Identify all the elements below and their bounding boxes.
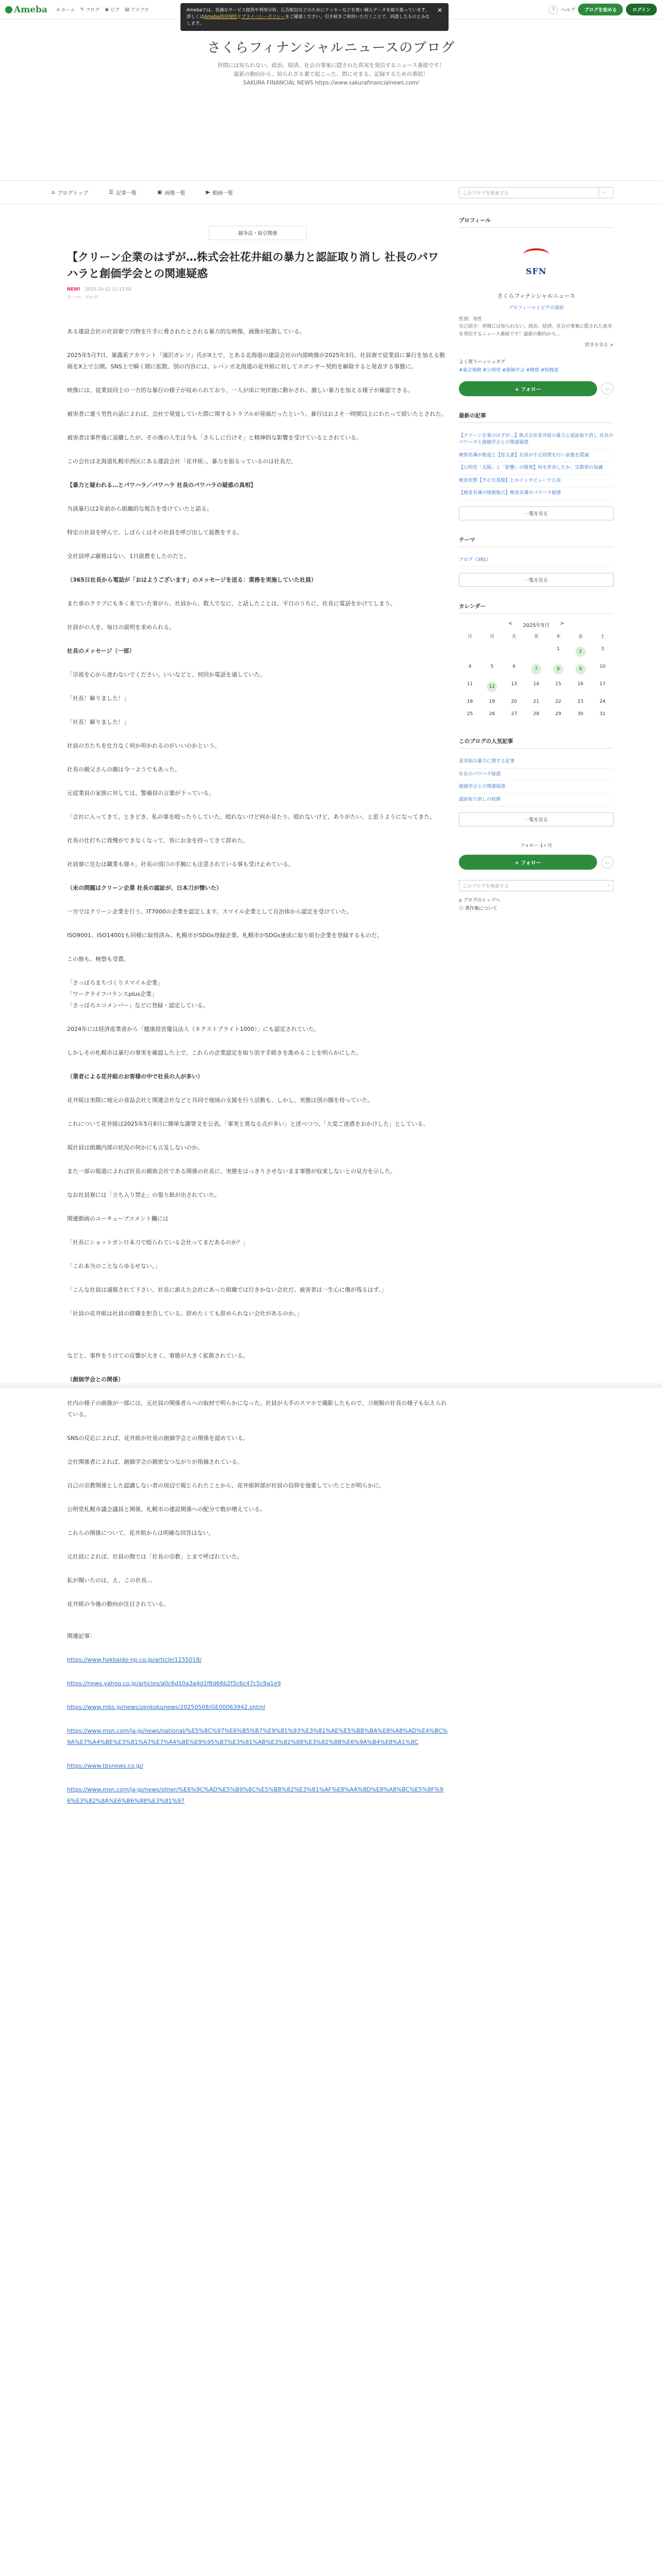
calendar-day	[591, 711, 614, 717]
paragraph: なお社員寮には「立ち入り禁止」の張り紙が出されていた。	[67, 1192, 220, 1198]
paragraph: ある建設会社の社員寮で刃物を片手に脅されたとされる暴力的な映像。画像が拡散している。	[67, 328, 305, 335]
section-heading: （創価学会との関係）	[67, 1376, 124, 1383]
related-link[interactable]: https://www.mbs.jp/news/zenkokunews/20250508/GE00063942.shtml	[67, 1704, 266, 1710]
theme-heading: テーマ	[459, 536, 614, 547]
calendar-day	[503, 711, 525, 717]
start-blog-button[interactable]: ブログを始める	[578, 4, 623, 15]
list-item[interactable]: 【公明党「太陽」と「影響」の開発】何を許容したか、宗教界の知識	[459, 462, 614, 475]
section-heading: 社長のメッセージ（一部）	[67, 648, 135, 654]
article-date: 2025-10-12 11:12:02	[85, 287, 132, 292]
paragraph: 全社員呼ぶ厳格はない、1日説教をしたのだと。	[67, 553, 190, 560]
search-input[interactable]: このブログを検索する	[462, 884, 509, 889]
calendar-day	[547, 699, 569, 704]
paragraph: 元従業員の家族に対しては、警備員の言葉が下っている。	[67, 790, 214, 796]
paragraph: ISO9001、ISO14001も同様に取得済み。札幌市がSDGs登録企業。札幌市がSDGs達成に取り組む企業を登録するものだ。	[67, 932, 383, 939]
paragraph: 2024年には経済産業省から「健康経営優良法人（ネクストブライト1000）」にも認定されていた。	[67, 1026, 320, 1032]
quote: 「これ本当のことならゆるせない。」	[67, 1263, 161, 1269]
calendar-day-label: 29	[555, 711, 561, 717]
calendar-day-label: 3	[601, 647, 604, 652]
calendar-day	[459, 647, 481, 657]
calendar-day[interactable]	[569, 664, 591, 674]
calendar-heading: カレンダー	[459, 602, 614, 614]
cookie-text: Amebaでは、快適なサービス提供や利用分析、広告配信などのためにクッキーなどを使い個人データを取り扱っています。詳しくはAmeba利用規約とプライバシーポリシーをご確認ください。引き続きご利用いただくことで、同意したものとみなします。	[187, 8, 430, 26]
calendar-day	[591, 682, 614, 692]
paragraph: 「さっぽろエコメンバー」などに登録・認定している。	[67, 1002, 209, 1009]
calendar-day	[481, 699, 503, 704]
paragraph: 一方ではクリーン企業を行う、IT7000の企業を認定します。スマイル企業として自治体から認定を受けていた。	[67, 908, 353, 915]
popular-heading: このブログの人気記事	[459, 737, 614, 749]
home-icon: ⌂	[52, 189, 55, 195]
sfn-logo-icon	[521, 246, 552, 266]
popular-list	[459, 756, 614, 806]
paragraph: また車のクラブにも多く来ていた事がら、社員から、数人でなに、と話したことは、平日のうちに、社長に電話をかけてしまう。	[67, 600, 396, 607]
calendar-day-label: 16	[577, 682, 584, 687]
calendar-day-label: 5	[490, 664, 494, 670]
article-meta	[67, 287, 449, 292]
calendar-day-label: 25	[467, 711, 473, 717]
calendar-day-label: 4	[468, 664, 472, 670]
theme-more-button[interactable]: 一覧を見る	[459, 573, 614, 587]
blog-top-link[interactable]: ⌂ ブログのトップへ	[459, 898, 501, 904]
help-link[interactable]: ヘルプ	[561, 8, 575, 13]
paragraph: この会社は北海道札幌市西区にある建設会社「花井組」。暴力を振るっているのは社長だ。	[67, 458, 297, 465]
nav-article-list[interactable]: ☰ 記事一覧	[109, 189, 137, 196]
list-item[interactable]: 検査状態【不正な基盤】とかインタビューで公表	[459, 475, 614, 488]
article-theme[interactable]: テーマ：ブログ	[67, 295, 98, 300]
related-link[interactable]: https://www.hokkaido-np.co.jp/article/1155018/	[67, 1656, 202, 1663]
calendar-day-label: 23	[577, 699, 584, 705]
calendar-day	[547, 682, 569, 692]
calendar-day	[503, 647, 525, 657]
login-button[interactable]: ログイン	[626, 4, 657, 15]
calendar-day	[481, 711, 503, 717]
sfn-logo-text: SFN	[525, 266, 547, 276]
calendar-grid	[459, 633, 614, 717]
blog-header	[0, 20, 662, 143]
nav-blog-top[interactable]: ⌂ ブログトップ	[52, 189, 89, 196]
paragraph: 「社長！解りました！」	[67, 695, 129, 702]
paragraph: この他も、検察も受賞。	[67, 956, 129, 962]
paragraph: 特定の社員を呼んで、しばらくはその社員を呼び出して説教をする。	[67, 529, 243, 536]
paragraph: 元社員によれば、社員の間では「社長の宗教」とまで呼ばれていた。	[67, 1553, 243, 1560]
calendar-day-label: 17	[599, 682, 606, 687]
ameba-logo[interactable]: Ameba	[5, 5, 47, 15]
calendar-day	[569, 699, 591, 704]
paragraph: 自己の宗教関係とした認識しない者の周辺で報じられたことから、花井組幹部が社員の信仰を強要していたことが明らかに。	[67, 1482, 385, 1489]
help-icon[interactable]: ?	[549, 5, 558, 14]
calendar-next-icon[interactable]: >	[559, 621, 565, 627]
related-link[interactable]: https://news.yahoo.co.jp/articles/a0c6d10a3a4d1f8d66b2f3c6c47c5c9a1e9	[67, 1680, 281, 1687]
calendar-day-label: 12	[487, 682, 497, 692]
pen-icon: ✎	[80, 7, 85, 12]
paragraph: 「ワークライフバランスplus企業」	[67, 991, 157, 997]
calendar-day[interactable]	[525, 664, 548, 674]
profile-links: プロフィール | ピグの部屋	[508, 306, 564, 311]
list-item[interactable]: 社長のパワハラ疑惑	[459, 769, 614, 782]
sidebar-search[interactable]	[459, 880, 614, 891]
image-icon: ▣	[157, 189, 162, 195]
paragraph: 関連動画のユーチューブコメント欄には	[67, 1215, 169, 1222]
calendar-day-label: 31	[599, 711, 606, 717]
calendar-day-label: 24	[599, 699, 606, 705]
profile-heading: プロフィール	[459, 216, 614, 228]
recent-more-button[interactable]: 一覧を見る	[459, 506, 614, 520]
calendar-weekday: 金	[578, 634, 583, 640]
copyright-link[interactable]: ⓘ 著作権について	[459, 906, 498, 912]
top-nav-home[interactable]: ⌂ ホーム	[56, 7, 75, 13]
calendar-day	[591, 699, 614, 704]
calendar-weekday: 月	[489, 634, 494, 640]
list-item[interactable]: 花井組の暴力に関する記事	[459, 756, 614, 769]
paragraph: などと、事件をうけての反響が大きく、事態が大きく拡散されている。	[67, 1352, 249, 1359]
calendar-day	[591, 664, 614, 674]
search-input[interactable]: このブログを検索する	[462, 191, 509, 196]
paragraph: 2025年5月7日、暴露系アカウント「滝沢ガレソ」氏がX上で、とある北海道の建設会社の内部映像が2025年3月、社員寮で従業員に暴行を加える動画をX上で公開。SNS上で瞬く間に拡散、別の内容には、レバンガ北海道の花井組に対してスポンサー契約を解除すると発表する事態に。	[67, 352, 445, 370]
profile-more-link[interactable]: 続きを見る >	[585, 343, 614, 348]
calendar-day-label: 18	[467, 699, 473, 705]
article-title[interactable]: 【クリーン企業のはずが…株式会社花井組の暴力と認証取り消し 社長のパワハラと創価学会との関連疑惑	[67, 251, 439, 280]
calendar-day-label: 6	[512, 664, 516, 670]
theme-badge[interactable]: 競争法・取引関係	[209, 226, 307, 240]
calendar-day	[591, 647, 614, 657]
top-nav	[57, 6, 149, 13]
list-item[interactable]: 創価学会との関連疑惑	[459, 781, 614, 794]
paragraph: また一部の報道によれば社長の親族会社である関係の社長に、実態をはっきりさせないまま事態が収束しないとの見方を示した。	[67, 1168, 396, 1175]
calendar-day[interactable]	[481, 682, 503, 692]
paragraph: 社長の親父さんの顔は今一ようでもあった。	[67, 766, 180, 773]
search-icon[interactable]: ⌕	[607, 883, 610, 889]
nav-image-list[interactable]: ▣ 画像一覧	[157, 189, 186, 196]
article-body	[67, 326, 449, 1807]
paragraph: 現社員は組織内部の状況の何かにも言及しないのか。	[67, 1144, 203, 1151]
recent-list	[459, 430, 614, 500]
close-icon[interactable]: ✕	[437, 7, 442, 14]
info-icon: ⓘ	[459, 906, 465, 912]
profile-text: 性別：男性 自己紹介：世間には知られない、政治、経済、社会の事案に隠された真実を発信するニュース番組です！最新の動向から...	[459, 317, 613, 337]
profile-avatar[interactable]	[510, 235, 562, 286]
list-item[interactable]: ブログ（381）	[459, 554, 614, 567]
follow-button[interactable]: + フォロー	[459, 855, 597, 870]
calendar-day	[459, 682, 481, 692]
calendar-weekday: 火	[511, 634, 517, 640]
paragraph: 社員寮に住むは職業も様々。社長の別口の手腕にも注意されている事も受け止めている。	[67, 861, 294, 868]
sidebar-foot-links	[459, 896, 614, 913]
ameba-logo-icon	[5, 6, 12, 13]
theme-list	[459, 554, 614, 567]
calendar-title	[459, 621, 614, 629]
quote: 「こんな社員は通報されて下さい、社長に訴えた会社にあった組織では行きかない会社だ。被害者は一生心に傷が残るはず。」	[67, 1286, 387, 1293]
pigg-icon: ◉	[105, 7, 109, 12]
calendar-month: 2025年5月	[523, 623, 550, 629]
calendar-day-label: 13	[511, 682, 517, 687]
calendar-day	[525, 711, 548, 717]
top-nav-ameblo[interactable]: ▤ アメブロ	[125, 7, 150, 13]
list-item[interactable]: 【クリーン企業のはずが…】株式会社花井組の暴力と認証取り消し 社長のパワハラと創価学会との関連疑惑	[459, 430, 614, 450]
calendar-day	[481, 647, 503, 657]
pigg-room-link[interactable]: ピグの部屋	[540, 306, 564, 311]
paragraph: これについて花井組は2025年5月8日に簡単な謝罪文を公表。「事実と異なる点が多い」と述べつつ、「大変ご迷惑をおかけした」としている。	[67, 1121, 429, 1127]
profile-link[interactable]: プロフィール	[508, 306, 536, 311]
related-link[interactable]: https://www.msn.com/ja-jp/news/national/%E5%8C%97%E6%B5%B7%E9%81%93%E3%81%AE%E5%BB%BA%E8%A8%AD%E4%BC%9A%E7%A4%BE%E3%81%A7%E7%A4%BE%E9%95%B7%E3%81%AB%E3%82%88%E3%82%8B%E6%9A%B4%E8%A1%8C	[67, 1727, 448, 1745]
hashtag-list[interactable]: #東京地検 #公明党 #創価学会 #検察 #特捜部	[459, 368, 559, 374]
calendar-day-label: 1	[556, 647, 560, 652]
calendar-day	[547, 647, 569, 657]
video-icon: ▶	[206, 189, 210, 195]
follow-row-2	[459, 855, 614, 870]
paragraph: 当該暴行は2年前から組織的な報告を受けていたと語る。	[67, 505, 212, 512]
hashtags: よく使うハッシュタグ #東京地検 #公明党 #創価学会 #検察 #特捜部	[459, 358, 614, 375]
calendar-weekday: 水	[534, 634, 539, 640]
ameblo-icon: ▤	[125, 7, 129, 12]
paragraph: 被害者に違う男性の話によれば、会社で発覚していた際に関するトラブルが発端だったという。暴行はおよそ一時間以上にわたって続いたとされた。	[67, 411, 447, 417]
paragraph: 「会社に入ってきて、ときどき、私の事を殴ったりしていた。殴れないけど何か見たり。殴れないけど、ありがたい、と思うようになってきた。	[67, 814, 436, 820]
paragraph: 花井組は実際に地元の食品会社と関連会社などと共同で地域の支援を行う活動も、しかし、実態は別の顔を持っていた。	[67, 1097, 373, 1104]
blog-description: 世間には知られない、政治、経済、社会の事案に隠された真実を発信するニュース番組です！ 最新の動向から、知られざる裏で起こった、問にせまる。記録するための番組！ SAKURA FINANCIAL NEWS https://www.sakurafinancialnews.com/	[217, 62, 445, 86]
follow-row	[459, 381, 614, 396]
quote: 「社員の花井組は社員の辞職を拒否している。辞めたくても辞められない会社があるのか。」	[67, 1310, 303, 1317]
calendar-day-label: 15	[555, 682, 561, 687]
paragraph: これらの関係について、花井組からは明確な回答はない。	[67, 1530, 214, 1536]
quote: 「社長にショットガン日本刀で殴られている会社ってまだあるのか？」	[67, 1239, 249, 1246]
list-item[interactable]: 【検査名簿の情報独占】検査名簿のパワハラ疑惑	[459, 487, 614, 500]
top-nav-pigg[interactable]: ◉ ピグ	[105, 7, 120, 13]
paragraph: SNSの反応によれば、花井組が社長の創価学会との関係を認めている。	[67, 1435, 249, 1442]
calendar-day[interactable]	[569, 647, 591, 657]
calendar-day-label: 7	[531, 664, 541, 674]
calendar-weekday: 土	[600, 634, 605, 640]
paragraph: 「さっぽろまちづくりスマイル企業」	[67, 979, 163, 986]
paragraph: 被害者は事件後に退職したが、その後の人生は今も「さらしに行けそ」と精神的な影響を受けているとされている。	[67, 434, 362, 441]
search-icon[interactable]: ⌕	[599, 188, 610, 198]
main-column	[67, 216, 449, 1819]
privacy-link[interactable]: プライバシーポリシー	[241, 14, 286, 20]
section-divider	[0, 1383, 662, 1388]
calendar-day	[569, 711, 591, 717]
more-icon[interactable]: …	[601, 382, 614, 395]
sidebar	[459, 216, 614, 913]
calendar-weekday: 木	[556, 634, 561, 640]
calendar-day-label: 26	[489, 711, 495, 717]
calendar-day-label: 20	[511, 699, 517, 705]
terms-link[interactable]: Ameba利用規約	[204, 14, 237, 20]
section-heading: （業者による花井組のお客様の中で社長の人が多い）	[67, 1073, 203, 1080]
section-heading: （365日社長から電話が「おはようございます」のメッセージを送る：業務を実施していた社員）	[67, 577, 317, 583]
cookie-banner	[180, 3, 449, 31]
calendar-day	[569, 682, 591, 692]
paragraph: 関連記事：	[67, 1633, 95, 1639]
top-right	[549, 4, 657, 15]
home-icon: ⌂	[56, 7, 60, 12]
calendar-day-label: 9	[575, 664, 586, 674]
paragraph: 社員がの人を、毎日の説明を求められる。	[67, 624, 175, 631]
calendar-day	[459, 699, 481, 704]
calendar-day	[547, 711, 569, 717]
calendar-day-label: 27	[511, 711, 517, 717]
paragraph: 公明党札幌市議会議員と関係、札幌市の建設関係への配分で数が増えている。	[67, 1506, 266, 1513]
calendar-day	[459, 664, 481, 674]
calendar-day[interactable]	[547, 664, 569, 674]
calendar-day-label: 2	[575, 647, 586, 657]
new-badge: NEW!	[67, 287, 81, 292]
list-item[interactable]: 検察名簿が報道と【怪文書】社員が不正経理を行い証拠を隠滅	[459, 450, 614, 463]
calendar-day-label: 30	[577, 711, 584, 717]
calendar-day	[525, 647, 548, 657]
calendar-day-label: 22	[555, 699, 561, 705]
calendar-day-label: 21	[533, 699, 539, 705]
calendar-day	[525, 682, 548, 692]
paragraph: 社内の様子の画像が一部には、元社員の関係者らへの取材で明らかになった。社員が大手のスマホで撮影したもので、刀剣類の社長の様子も伝えられている。	[67, 1400, 447, 1418]
related-link[interactable]: https://www.tbsnews.co.jp/	[67, 1762, 143, 1769]
calendar-day-label: 28	[533, 711, 539, 717]
profile-name[interactable]: さくらフィナンシャルニュース	[497, 293, 575, 299]
calendar-day-label: 19	[489, 699, 495, 705]
nav-video-list[interactable]: ▶ 動画一覧	[206, 189, 234, 196]
list-item[interactable]: 認証取り消しの経緯	[459, 794, 614, 807]
calendar-day-label: 14	[533, 682, 539, 687]
blog-nav	[0, 180, 662, 204]
calendar-prev-icon[interactable]: <	[508, 621, 513, 627]
blog-search[interactable]	[459, 187, 614, 198]
paragraph: しかしその札幌市は暴行の事実を確認した上で、これらの企業認定を取り消す手続きを進めることを明らかにした。	[67, 1049, 362, 1056]
paragraph: 花井組の今後の動向が注目されている。	[67, 1601, 169, 1607]
calendar-day	[503, 682, 525, 692]
paragraph: 「社長！解りました！」	[67, 719, 129, 725]
paragraph: 映像には、従業員同士の一方的な暴行の様子が収められており、一人が床に突伏寝に動かされ、激しい暴力を加える様子が確認できる。	[67, 387, 413, 394]
follow-count: フォロー 1ヶ月	[520, 843, 553, 849]
more-icon[interactable]: …	[601, 856, 614, 869]
calendar-day-label: 8	[553, 664, 564, 674]
popular-more-button[interactable]: 一覧を見る	[459, 812, 614, 826]
calendar-weekday: 日	[467, 634, 472, 640]
calendar-day-label: 10	[599, 664, 606, 670]
calendar-day	[503, 699, 525, 704]
calendar-day-label: 11	[467, 682, 473, 687]
follow-button[interactable]: + フォロー	[459, 381, 597, 396]
blog-title[interactable]: さくらフィナンシャルニュースのブログ	[207, 40, 455, 56]
section-heading: （未の問題はクリーン企業 社長の認証が、日本刀が懐いた）	[67, 885, 222, 891]
calendar-day	[525, 699, 548, 704]
paragraph: 会社関係者によれば、創価学会の親密なつながりが指摘されている。	[67, 1459, 243, 1465]
paragraph: 社長の仕打ちに我慢ができなくなって、皆にお金を持ってきて辞めた。	[67, 837, 249, 844]
calendar-day	[503, 664, 525, 674]
paragraph: 「宗祖を心から迷わないでください。いいなどと、何回か電話を通していた。	[67, 671, 266, 678]
paragraph: 私が聞いたのは、え、この社長…	[67, 1577, 153, 1584]
top-nav-blog[interactable]: ✎ ブログ	[80, 7, 100, 13]
home-icon: ⌂	[459, 898, 464, 904]
related-link[interactable]: https://www.msn.com/ja-jp/news/other/%E6%9C%AD%E5%B9%8C%E5%B8%82%E3%81%AF%E8%AA%8D%E8%A8%BC%E5%8F%96%E3%82%8A%E6%B6%88%E3%81%97	[67, 1786, 443, 1804]
paragraph: 社員の方たちを仕方なく何か叩かれるのがいいのかという。	[67, 742, 220, 749]
calendar-day	[459, 711, 481, 717]
calendar-day	[481, 664, 503, 674]
list-icon: ☰	[109, 189, 114, 195]
recent-heading: 最新の記事	[459, 412, 614, 423]
section-heading: 【暴力と疑われる…とパワハラ／パワハラ 社長のパワハラの疑惑の真相】	[67, 482, 256, 488]
